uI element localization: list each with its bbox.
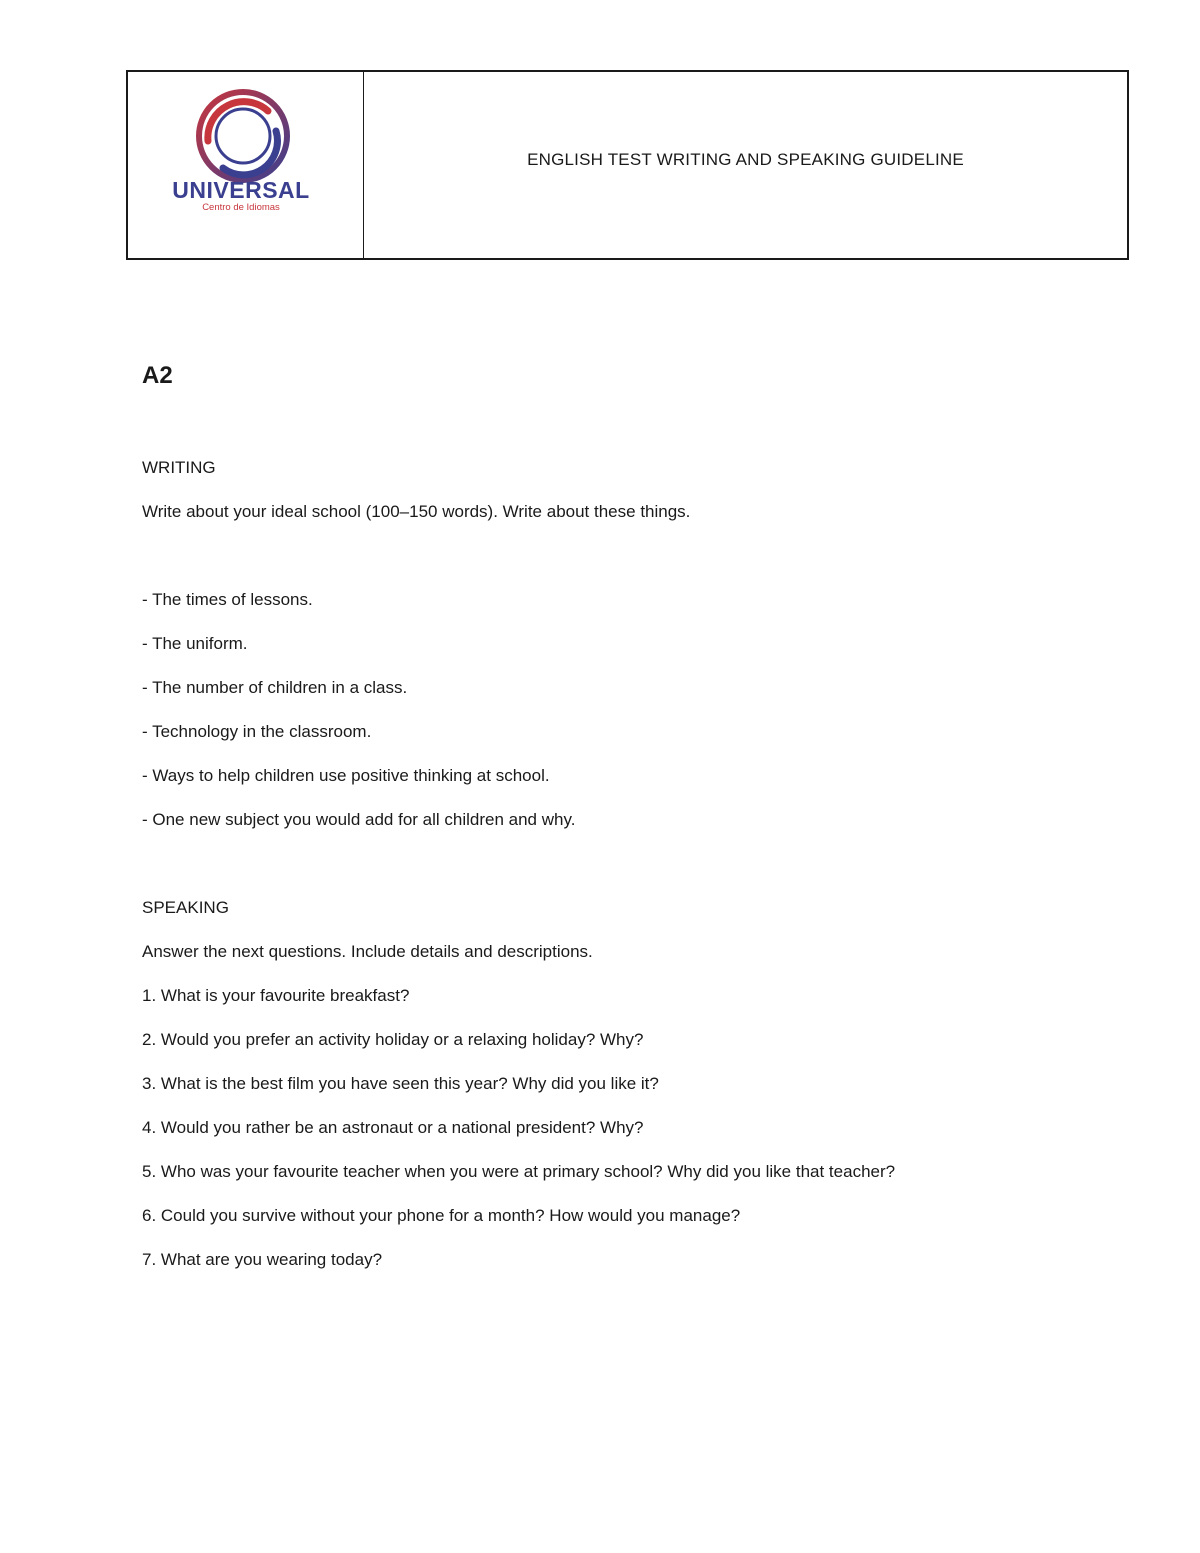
logo-tagline: Centro de Idiomas	[202, 202, 280, 213]
logo-ring-inner	[216, 109, 270, 163]
level-heading: A2	[142, 362, 173, 389]
speaking-questions-list	[142, 986, 1122, 1270]
logo-brand-text: UNIVERSAL	[172, 177, 310, 203]
speaking-prompt: Answer the next questions. Include details and descriptions.	[142, 942, 593, 961]
document-title: ENGLISH TEST WRITING AND SPEAKING GUIDELINE	[527, 150, 964, 169]
list-item: - The uniform.	[142, 634, 248, 653]
logo-cell	[128, 72, 364, 258]
header-table	[126, 70, 1129, 260]
universal-logo	[168, 86, 328, 216]
list-item: - Technology in the classroom.	[142, 722, 372, 741]
question-item: 6. Could you survive without your phone for a month? How would you manage?	[142, 1206, 741, 1225]
speaking-heading: SPEAKING	[142, 898, 229, 917]
content	[142, 356, 1122, 1270]
question-item: 2. Would you prefer an activity holiday or a relaxing holiday? Why?	[142, 1030, 644, 1049]
writing-topics-list	[142, 590, 1122, 830]
question-item: 3. What is the best film you have seen this year? Why did you like it?	[142, 1074, 659, 1093]
writing-prompt: Write about your ideal school (100–150 words). Write about these things.	[142, 502, 691, 521]
question-item: 1. What is your favourite breakfast?	[142, 986, 410, 1005]
logo-inner-arc	[224, 116, 260, 126]
writing-heading: WRITING	[142, 458, 216, 477]
list-item: - Ways to help children use positive thinking at school.	[142, 766, 550, 785]
list-item: - The number of children in a class.	[142, 678, 408, 697]
question-item: 7. What are you wearing today?	[142, 1250, 383, 1269]
list-item: - One new subject you would add for all children and why.	[142, 810, 576, 829]
question-item: 5. Who was your favourite teacher when you were at primary school? Why did you like that teacher?	[142, 1162, 896, 1181]
list-item: - The times of lessons.	[142, 590, 313, 609]
question-item: 4. Would you rather be an astronaut or a national president? Why?	[142, 1118, 644, 1137]
